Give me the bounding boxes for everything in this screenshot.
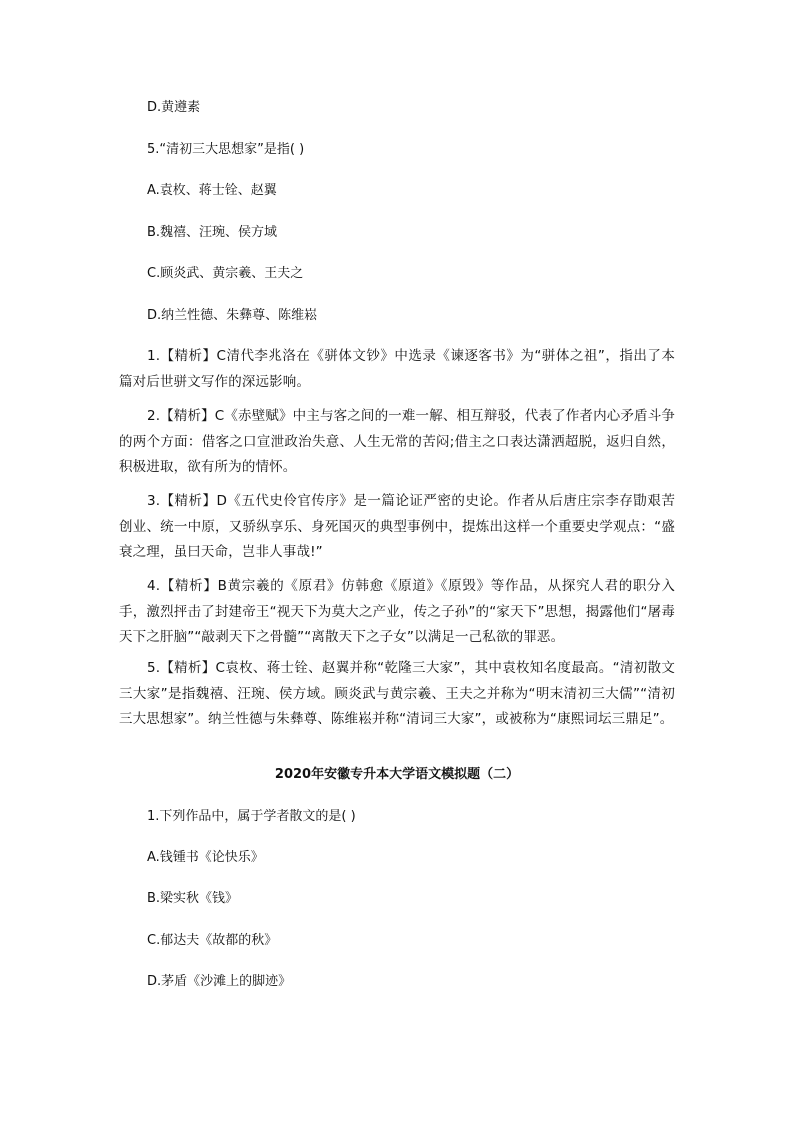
analysis-5: 5.【精析】C袁枚、蒋士铨、赵翼并称“乾隆三大家”，其中袁枚知名度最高。“清初散文三大家”是指魏禧、汪琬、侯方域。顾炎武与黄宗羲、王夫之并称为“明末清初三大儒”“清初三大思想家”。纳兰性德与朱彝尊、陈维崧并称“清词三大家”，或被称为“康熙词坛三鼎足”。 — [119, 660, 675, 727]
question-5-option-d: D.纳兰性德、朱彝尊、陈维崧 — [147, 308, 318, 323]
question-5-option-b: B.魏禧、汪琬、侯方域 — [147, 225, 278, 240]
prev-question-option-d: D.黄遵素 — [147, 100, 201, 115]
question-5-option-a: A.袁枚、蒋士铨、赵翼 — [147, 183, 277, 198]
new-question-1-stem: 1.下列作品中，属于学者散文的是( ) — [147, 809, 356, 824]
analysis-3: 3.【精析】D《五代史伶官传序》是一篇论证严密的史论。作者从后唐庄宗李存勖艰苦创业、统一中原，又骄纵享乐、身死国灭的典型事例中，提炼出这样一个重要史学观点：“盛衰之理，虽曰天命，岂非人事哉!” — [119, 493, 675, 560]
question-5-option-c: C.顾炎武、黄宗羲、王夫之 — [147, 266, 304, 281]
question-5-stem: 5.“清初三大思想家”是指( ) — [147, 142, 305, 157]
analysis-4: 4.【精析】B黄宗羲的《原君》仿韩愈《原道》《原毁》等作品，从探究人君的职分入手，激烈抨击了封建帝王“视天下为莫大之产业，传之子孙”的“家天下”思想，揭露他们“屠毒天下之肝脑”“敲剥天下之骨髓”“离散天下之子女”以满足一己私欲的罪恶。 — [119, 578, 675, 645]
section-title: 2020年安徽专升本大学语文模拟题（二） — [274, 767, 520, 782]
analysis-1: 1.【精析】C清代李兆洛在《骈体文钞》中选录《谏逐客书》为“骈体之祖”，指出了本篇对后世骈文写作的深远影响。 — [119, 348, 675, 390]
new-question-1-option-a: A.钱锺书《论快乐》 — [147, 850, 264, 865]
new-question-1-option-b: B.梁实秋《钱》 — [147, 891, 239, 906]
analysis-2: 2.【精析】C《赤壁赋》中主与客之间的一难一解、相互辩驳，代表了作者内心矛盾斗争的两个方面：借客之口宣泄政治失意、人生无常的苦闷;借主之口表达潇洒超脱，返归自然，积极进取，欲有所为的情怀。 — [119, 408, 675, 475]
new-question-1-option-c: C.郁达夫《故都的秋》 — [147, 933, 278, 948]
new-question-1-option-d: D.茅盾《沙滩上的脚迹》 — [147, 974, 292, 989]
